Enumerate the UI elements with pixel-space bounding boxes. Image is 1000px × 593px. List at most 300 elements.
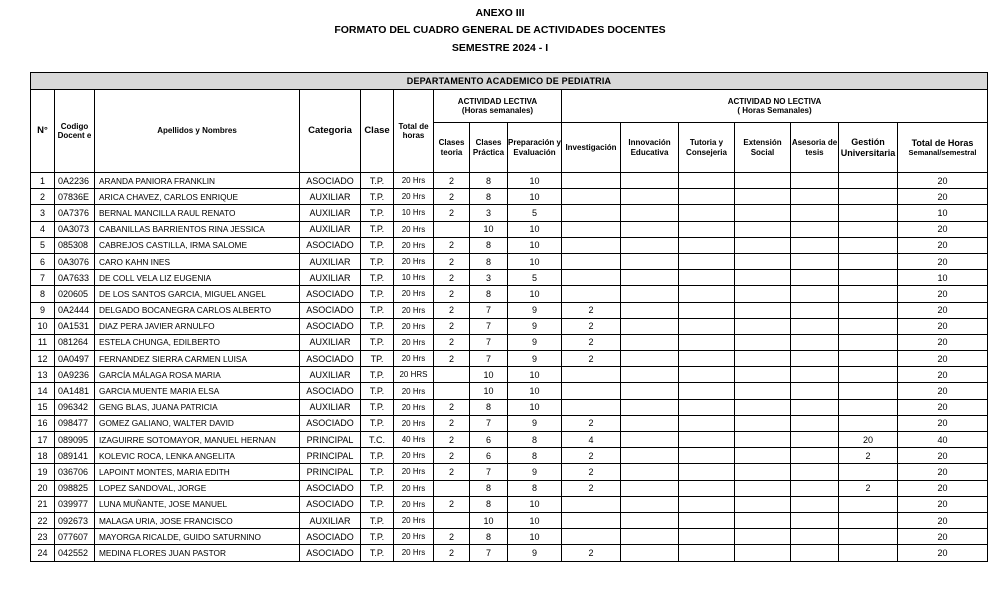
- extension-hours: [735, 383, 791, 399]
- management-hours: [839, 318, 898, 334]
- teacher-code: 0A3076: [55, 253, 95, 269]
- class: T.P.: [361, 286, 394, 302]
- theory-hours: 2: [434, 399, 470, 415]
- innovation-hours: [621, 464, 679, 480]
- row-number: 15: [31, 399, 55, 415]
- management-hours: [839, 512, 898, 528]
- teacher-name: GARCIA MUENTE MARIA ELSA: [95, 383, 300, 399]
- row-number: 16: [31, 415, 55, 431]
- research-hours: [562, 529, 621, 545]
- total-hours: 20 Hrs: [394, 545, 434, 561]
- tutoring-hours: [679, 464, 735, 480]
- research-hours: 2: [562, 480, 621, 496]
- management-hours: 2: [839, 480, 898, 496]
- tutoring-hours: [679, 545, 735, 561]
- col-header-class: Clase: [361, 90, 394, 173]
- col-header-number: N°: [31, 90, 55, 173]
- preparation-hours: 8: [508, 432, 562, 448]
- no-lectiva-subtitle: ( Horas Semanales): [737, 106, 812, 115]
- tutoring-hours: [679, 415, 735, 431]
- teacher-code: 089141: [55, 448, 95, 464]
- total-hours: 20 Hrs: [394, 173, 434, 189]
- research-hours: [562, 512, 621, 528]
- practice-hours: 6: [470, 432, 508, 448]
- preparation-hours: 9: [508, 302, 562, 318]
- teacher-code: 036706: [55, 464, 95, 480]
- innovation-hours: [621, 286, 679, 302]
- teacher-name: DE LOS SANTOS GARCIA, MIGUEL ANGEL: [95, 286, 300, 302]
- category: ASOCIADO: [300, 529, 361, 545]
- tutoring-hours: [679, 448, 735, 464]
- row-number: 3: [31, 205, 55, 221]
- category: ASOCIADO: [300, 496, 361, 512]
- thesis-hours: [791, 302, 839, 318]
- row-number: 19: [31, 464, 55, 480]
- table-row: [31, 367, 988, 383]
- extension-hours: [735, 415, 791, 431]
- research-hours: [562, 270, 621, 286]
- extension-hours: [735, 448, 791, 464]
- teacher-name: DE COLL VELA LIZ EUGENIA: [95, 270, 300, 286]
- management-hours: [839, 464, 898, 480]
- category: AUXILIAR: [300, 399, 361, 415]
- thesis-hours: [791, 415, 839, 431]
- tutoring-hours: [679, 399, 735, 415]
- thesis-hours: [791, 286, 839, 302]
- class: T.P.: [361, 205, 394, 221]
- department-header: DEPARTAMENTO ACADEMICO DE PEDIATRIA: [31, 73, 988, 90]
- practice-hours: 10: [470, 512, 508, 528]
- class: T.P.: [361, 221, 394, 237]
- teacher-name: GENG BLAS, JUANA PATRICIA: [95, 399, 300, 415]
- tutoring-hours: [679, 302, 735, 318]
- row-number: 10: [31, 318, 55, 334]
- practice-hours: 7: [470, 318, 508, 334]
- management-hours: [839, 253, 898, 269]
- teacher-code: 0A3073: [55, 221, 95, 237]
- theory-hours: 2: [434, 464, 470, 480]
- innovation-hours: [621, 253, 679, 269]
- row-number: 14: [31, 383, 55, 399]
- total-hours: 10 Hrs: [394, 205, 434, 221]
- theory-hours: 2: [434, 318, 470, 334]
- teacher-code: 0A7376: [55, 205, 95, 221]
- research-hours: [562, 383, 621, 399]
- total-weekly-sublabel: Semanal/semestral: [908, 147, 977, 157]
- practice-hours: 8: [470, 253, 508, 269]
- preparation-hours: 10: [508, 496, 562, 512]
- preparation-hours: 10: [508, 237, 562, 253]
- teacher-code: 039977: [55, 496, 95, 512]
- weekly-total: 20: [898, 480, 988, 496]
- theory-hours: 2: [434, 237, 470, 253]
- weekly-total: 20: [898, 383, 988, 399]
- category: AUXILIAR: [300, 189, 361, 205]
- practice-hours: 10: [470, 367, 508, 383]
- class: T.P.: [361, 270, 394, 286]
- tutoring-hours: [679, 318, 735, 334]
- col-header-code: Codigo Docent e: [55, 90, 95, 173]
- class: T.P.: [361, 480, 394, 496]
- thesis-hours: [791, 512, 839, 528]
- practice-hours: 7: [470, 545, 508, 561]
- practice-hours: 6: [470, 448, 508, 464]
- theory-hours: 2: [434, 432, 470, 448]
- class: T.P.: [361, 302, 394, 318]
- management-hours: [839, 221, 898, 237]
- practice-hours: 7: [470, 302, 508, 318]
- extension-hours: [735, 464, 791, 480]
- theory-hours: 2: [434, 351, 470, 367]
- practice-hours: 7: [470, 415, 508, 431]
- weekly-total: 20: [898, 545, 988, 561]
- teacher-code: 0A0497: [55, 351, 95, 367]
- management-hours: [839, 367, 898, 383]
- row-number: 13: [31, 367, 55, 383]
- teacher-name: ARICA CHAVEZ, CARLOS ENRIQUE: [95, 189, 300, 205]
- research-hours: [562, 286, 621, 302]
- innovation-hours: [621, 221, 679, 237]
- category: PRINCIPAL: [300, 464, 361, 480]
- thesis-hours: [791, 464, 839, 480]
- preparation-hours: 9: [508, 415, 562, 431]
- table-row: [31, 302, 988, 318]
- innovation-hours: [621, 545, 679, 561]
- extension-hours: [735, 334, 791, 350]
- research-hours: [562, 221, 621, 237]
- weekly-total: 20: [898, 367, 988, 383]
- research-hours: 2: [562, 318, 621, 334]
- management-hours: [839, 383, 898, 399]
- teacher-code: 092673: [55, 512, 95, 528]
- weekly-total: 20: [898, 464, 988, 480]
- table-row: [31, 205, 988, 221]
- practice-hours: 7: [470, 334, 508, 350]
- research-hours: [562, 173, 621, 189]
- tutoring-hours: [679, 237, 735, 253]
- preparation-hours: 10: [508, 529, 562, 545]
- research-hours: [562, 237, 621, 253]
- class: TP.: [361, 351, 394, 367]
- row-number: 23: [31, 529, 55, 545]
- theory-hours: 2: [434, 205, 470, 221]
- extension-hours: [735, 496, 791, 512]
- total-hours: 20 Hrs: [394, 448, 434, 464]
- extension-hours: [735, 205, 791, 221]
- table-row: [31, 253, 988, 269]
- table-row: [31, 318, 988, 334]
- tutoring-hours: [679, 189, 735, 205]
- weekly-total: 20: [898, 286, 988, 302]
- preparation-hours: 10: [508, 221, 562, 237]
- format-title: FORMATO DEL CUADRO GENERAL DE ACTIVIDADES DOCENTES: [334, 24, 666, 36]
- extension-hours: [735, 399, 791, 415]
- teacher-name: ESTELA CHUNGA, EDILBERTO: [95, 334, 300, 350]
- preparation-hours: 10: [508, 383, 562, 399]
- theory-hours: 2: [434, 545, 470, 561]
- weekly-total: 20: [898, 529, 988, 545]
- class: T.P.: [361, 367, 394, 383]
- extension-hours: [735, 173, 791, 189]
- weekly-total: 20: [898, 351, 988, 367]
- teacher-code: 0A1481: [55, 383, 95, 399]
- category: ASOCIADO: [300, 173, 361, 189]
- extension-hours: [735, 189, 791, 205]
- table-row: [31, 351, 988, 367]
- preparation-hours: 9: [508, 318, 562, 334]
- theory-hours: 2: [434, 302, 470, 318]
- theory-hours: 2: [434, 189, 470, 205]
- research-hours: [562, 253, 621, 269]
- teacher-name: CABANILLAS BARRIENTOS RINA JESSICA: [95, 221, 300, 237]
- thesis-hours: [791, 334, 839, 350]
- research-hours: 2: [562, 545, 621, 561]
- class: T.P.: [361, 399, 394, 415]
- extension-hours: [735, 512, 791, 528]
- table-row: [31, 399, 988, 415]
- management-hours: [839, 334, 898, 350]
- row-number: 22: [31, 512, 55, 528]
- thesis-hours: [791, 448, 839, 464]
- preparation-hours: 10: [508, 512, 562, 528]
- tutoring-hours: [679, 529, 735, 545]
- preparation-hours: 8: [508, 480, 562, 496]
- tutoring-hours: [679, 270, 735, 286]
- col-header-theory: Clases teoria: [434, 123, 470, 173]
- practice-hours: 8: [470, 399, 508, 415]
- innovation-hours: [621, 432, 679, 448]
- thesis-hours: [791, 496, 839, 512]
- teacher-code: 085308: [55, 237, 95, 253]
- teacher-code: 096342: [55, 399, 95, 415]
- thesis-hours: [791, 253, 839, 269]
- lectiva-subtitle: (Horas semanales): [461, 106, 534, 115]
- tutoring-hours: [679, 221, 735, 237]
- table-row: [31, 334, 988, 350]
- class: T.P.: [361, 253, 394, 269]
- category: AUXILIAR: [300, 221, 361, 237]
- total-hours: 20 HRS: [394, 367, 434, 383]
- table-row: [31, 480, 988, 496]
- col-header-names: Apellidos y Nombres: [95, 90, 300, 173]
- preparation-hours: 5: [508, 270, 562, 286]
- teacher-code: 0A2444: [55, 302, 95, 318]
- theory-hours: 2: [434, 286, 470, 302]
- teacher-code: 098477: [55, 415, 95, 431]
- no-lectiva-title: ACTIVIDAD NO LECTIVA: [727, 96, 822, 106]
- theory-hours: 2: [434, 270, 470, 286]
- teacher-name: DIAZ PERA JAVIER ARNULFO: [95, 318, 300, 334]
- total-hours: 20 Hrs: [394, 383, 434, 399]
- management-label: Gestión Universitaria: [840, 137, 896, 158]
- research-hours: [562, 399, 621, 415]
- research-hours: 2: [562, 351, 621, 367]
- table-row: [31, 448, 988, 464]
- research-hours: 2: [562, 334, 621, 350]
- theory-hours: 2: [434, 173, 470, 189]
- weekly-total: 40: [898, 432, 988, 448]
- preparation-hours: 9: [508, 351, 562, 367]
- thesis-hours: [791, 237, 839, 253]
- practice-hours: 8: [470, 529, 508, 545]
- category: AUXILIAR: [300, 270, 361, 286]
- teacher-name: CABREJOS CASTILLA, IRMA SALOME: [95, 237, 300, 253]
- teacher-name: BERNAL MANCILLA RAUL RENATO: [95, 205, 300, 221]
- category: ASOCIADO: [300, 318, 361, 334]
- innovation-hours: [621, 302, 679, 318]
- teacher-name: LUNA MUÑANTE, JOSE MANUEL: [95, 496, 300, 512]
- col-header-innovation: Innovación Educativa: [621, 123, 679, 173]
- row-number: 11: [31, 334, 55, 350]
- thesis-hours: [791, 270, 839, 286]
- col-header-research: Investigación: [562, 123, 621, 173]
- tutoring-hours: [679, 383, 735, 399]
- innovation-hours: [621, 189, 679, 205]
- total-hours: 20 Hrs: [394, 415, 434, 431]
- innovation-hours: [621, 205, 679, 221]
- research-hours: [562, 205, 621, 221]
- teacher-code: 089095: [55, 432, 95, 448]
- thesis-hours: [791, 399, 839, 415]
- teacher-code: 098825: [55, 480, 95, 496]
- research-hours: [562, 496, 621, 512]
- innovation-hours: [621, 399, 679, 415]
- class: T.P.: [361, 334, 394, 350]
- class: T.P.: [361, 383, 394, 399]
- thesis-hours: [791, 189, 839, 205]
- category: ASOCIADO: [300, 480, 361, 496]
- innovation-hours: [621, 512, 679, 528]
- total-hours: 20 Hrs: [394, 318, 434, 334]
- innovation-hours: [621, 480, 679, 496]
- row-number: 8: [31, 286, 55, 302]
- weekly-total: 20: [898, 318, 988, 334]
- thesis-hours: [791, 367, 839, 383]
- theory-hours: [434, 480, 470, 496]
- teacher-code: 081264: [55, 334, 95, 350]
- table-row: [31, 237, 988, 253]
- category: ASOCIADO: [300, 415, 361, 431]
- weekly-total: 20: [898, 253, 988, 269]
- innovation-hours: [621, 173, 679, 189]
- theory-hours: [434, 383, 470, 399]
- teacher-code: 042552: [55, 545, 95, 561]
- theory-hours: 2: [434, 496, 470, 512]
- total-hours: 10 Hrs: [394, 270, 434, 286]
- innovation-hours: [621, 383, 679, 399]
- table-row: [31, 432, 988, 448]
- management-hours: [839, 351, 898, 367]
- teacher-code: 077607: [55, 529, 95, 545]
- row-number: 24: [31, 545, 55, 561]
- tutoring-hours: [679, 286, 735, 302]
- col-header-thesis: Asesoria de tesis: [791, 123, 839, 173]
- col-header-extension: Extensión Social: [735, 123, 791, 173]
- weekly-total: 10: [898, 270, 988, 286]
- weekly-total: 20: [898, 302, 988, 318]
- table-row: [31, 545, 988, 561]
- thesis-hours: [791, 173, 839, 189]
- practice-hours: 10: [470, 221, 508, 237]
- category: AUXILIAR: [300, 512, 361, 528]
- teacher-name: GARCÍA MÁLAGA ROSA MARIA: [95, 367, 300, 383]
- extension-hours: [735, 237, 791, 253]
- table-row: [31, 496, 988, 512]
- extension-hours: [735, 432, 791, 448]
- research-hours: [562, 367, 621, 383]
- teacher-code: 020605: [55, 286, 95, 302]
- preparation-hours: 9: [508, 334, 562, 350]
- innovation-hours: [621, 529, 679, 545]
- research-hours: 2: [562, 415, 621, 431]
- tutoring-hours: [679, 205, 735, 221]
- total-weekly-label: Total de Horas: [911, 137, 974, 148]
- category: ASOCIADO: [300, 545, 361, 561]
- thesis-hours: [791, 221, 839, 237]
- table-row: [31, 270, 988, 286]
- class: T.P.: [361, 448, 394, 464]
- tutoring-hours: [679, 432, 735, 448]
- management-hours: [839, 205, 898, 221]
- preparation-hours: 5: [508, 205, 562, 221]
- weekly-total: 20: [898, 237, 988, 253]
- total-hours: 20 Hrs: [394, 351, 434, 367]
- teacher-name: IZAGUIRRE SOTOMAYOR, MANUEL HERNAN: [95, 432, 300, 448]
- practice-hours: 8: [470, 173, 508, 189]
- teacher-name: LAPOINT MONTES, MARIA EDITH: [95, 464, 300, 480]
- extension-hours: [735, 367, 791, 383]
- management-hours: [839, 399, 898, 415]
- thesis-hours: [791, 480, 839, 496]
- extension-hours: [735, 318, 791, 334]
- teacher-code: 07836E: [55, 189, 95, 205]
- weekly-total: 20: [898, 415, 988, 431]
- preparation-hours: 10: [508, 286, 562, 302]
- activities-table: [30, 72, 988, 562]
- teacher-name: DELGADO BOCANEGRA CARLOS ALBERTO: [95, 302, 300, 318]
- practice-hours: 8: [470, 286, 508, 302]
- preparation-hours: 10: [508, 399, 562, 415]
- tutoring-hours: [679, 480, 735, 496]
- research-hours: 2: [562, 302, 621, 318]
- thesis-hours: [791, 529, 839, 545]
- total-hours: 20 Hrs: [394, 286, 434, 302]
- class: T.P.: [361, 237, 394, 253]
- extension-hours: [735, 302, 791, 318]
- col-group-lectiva: [434, 90, 562, 123]
- total-hours: 40 Hrs: [394, 432, 434, 448]
- total-hours: 20 Hrs: [394, 302, 434, 318]
- row-number: 18: [31, 448, 55, 464]
- management-hours: [839, 545, 898, 561]
- table-row: [31, 173, 988, 189]
- preparation-hours: 9: [508, 545, 562, 561]
- theory-hours: 2: [434, 334, 470, 350]
- extension-hours: [735, 221, 791, 237]
- management-hours: [839, 237, 898, 253]
- total-hours: 20 Hrs: [394, 464, 434, 480]
- row-number: 17: [31, 432, 55, 448]
- row-number: 5: [31, 237, 55, 253]
- weekly-total: 20: [898, 221, 988, 237]
- total-hours: 20 Hrs: [394, 221, 434, 237]
- col-group-no-lectiva: [562, 90, 988, 123]
- table-row: [31, 221, 988, 237]
- preparation-hours: 10: [508, 367, 562, 383]
- management-hours: [839, 173, 898, 189]
- category: AUXILIAR: [300, 334, 361, 350]
- col-header-preparation: Preparación y Evaluación: [508, 123, 562, 173]
